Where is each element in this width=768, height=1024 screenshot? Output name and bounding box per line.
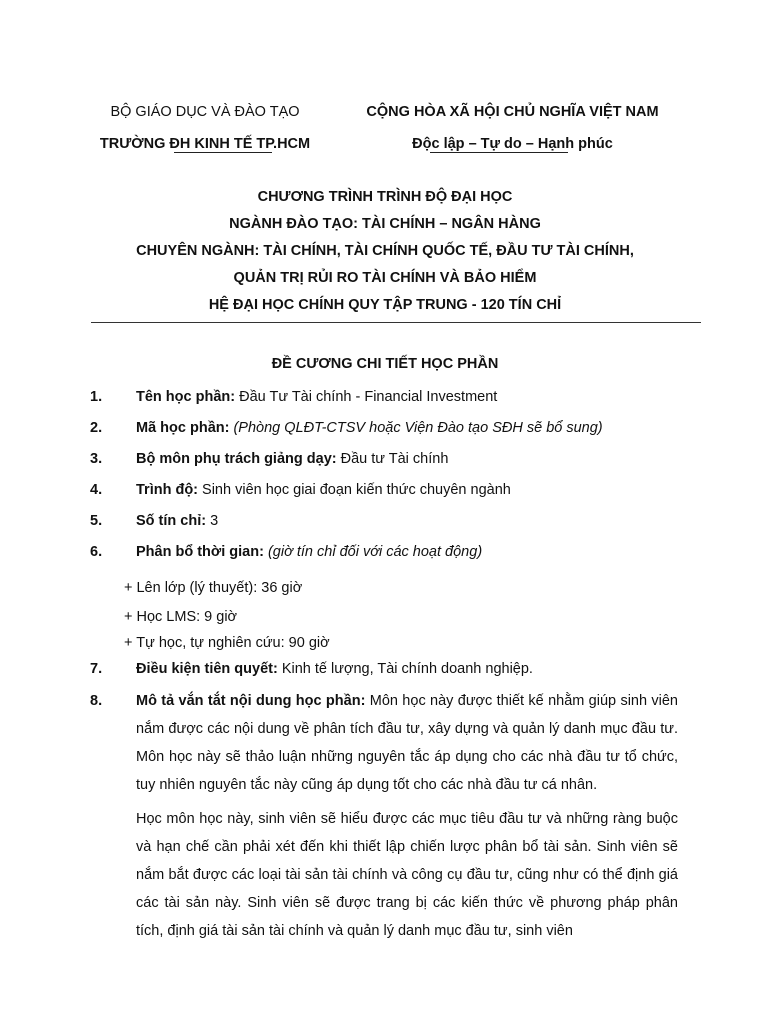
item-number: 3.	[90, 451, 103, 467]
document-heading: ĐỀ CƯƠNG CHI TIẾT HỌC PHẦN	[271, 356, 499, 372]
item-number: 8.	[90, 693, 103, 709]
item-label: Phân bổ thời gian:	[136, 544, 264, 560]
item-number: 5.	[90, 513, 103, 529]
university-name: TRƯỜNG ĐH KINH TẾ TP.HCM	[99, 136, 311, 152]
item-number: 6.	[90, 544, 103, 560]
title-line: CHƯƠNG TRÌNH TRÌNH ĐỘ ĐẠI HỌC	[257, 189, 513, 205]
section-divider	[91, 322, 701, 323]
item-value: (giờ tín chỉ đối với các hoạt động)	[263, 544, 483, 560]
item-label: Tên học phần:	[136, 389, 236, 405]
item-label: Điều kiện tiên quyết:	[136, 661, 278, 677]
item-number: 4.	[90, 482, 103, 498]
item-number: 7.	[90, 661, 103, 677]
republic-name: CỘNG HÒA XÃ HỘI CHỦ NGHĨA VIỆT NAM	[366, 104, 659, 120]
title-line: HỆ ĐẠI HỌC CHÍNH QUY TẬP TRUNG - 120 TÍN CHỈ	[208, 297, 562, 313]
underline-right	[430, 152, 568, 153]
list-item	[0, 413, 768, 444]
item-label: Mã học phần:	[136, 420, 230, 436]
item-label: Mô tả vắn tắt nội dung học phần:	[136, 693, 366, 709]
course-outline-list	[0, 382, 768, 945]
list-item	[0, 654, 768, 685]
item-number: 2.	[90, 420, 103, 436]
header-republic-block	[345, 96, 680, 160]
list-item	[0, 382, 768, 413]
item-number: 1.	[90, 389, 103, 405]
item-value: 3	[206, 513, 219, 529]
title-line: QUẢN TRỊ RỦI RO TÀI CHÍNH VÀ BẢO HIỂM	[233, 270, 537, 286]
item-value: Môn học này được thiết kế nhằm giúp sinh viên nắm được các nội dung về phân tích đầu tư, xây dựng và quản lý danh mục đầu tư. Môn học này sẽ thảo luận những nguyên tắc áp dụng cho các nhà đầu tư tổ chức, tuy nhiên nguyên tắc này cũng áp dụng tốt cho các nhà đầu tư cá nhân.	[136, 693, 678, 793]
list-item	[0, 506, 768, 537]
header-ministry-block	[60, 96, 350, 160]
time-allocation-self-study: + Tự học, tự nghiên cứu: 90 giờ	[124, 635, 330, 651]
title-line: NGÀNH ĐÀO TẠO: TÀI CHÍNH – NGÂN HÀNG	[229, 216, 541, 232]
program-titles	[60, 184, 710, 319]
time-allocation-lms: + Học LMS: 9 giờ	[124, 609, 238, 625]
underline-left	[174, 152, 272, 153]
item-value: Kinh tế lượng, Tài chính doanh nghiệp.	[277, 661, 533, 677]
item-label: Bộ môn phụ trách giảng dạy:	[136, 451, 337, 467]
list-item	[0, 444, 768, 475]
description-paragraph-1	[136, 687, 678, 799]
item-label: Trình độ:	[136, 482, 199, 498]
list-item	[0, 687, 768, 945]
time-allocation-lecture: + Lên lớp (lý thuyết): 36 giờ	[124, 580, 303, 596]
ministry-name: BỘ GIÁO DỤC VÀ ĐÀO TẠO	[110, 104, 300, 120]
item-value: Sinh viên học giai đoạn kiến thức chuyên ngành	[198, 482, 511, 498]
description-paragraph-2: Học môn học này, sinh viên sẽ hiểu được các mục tiêu đầu tư và những ràng buộc và hạn chế cần phải xét đến khi thiết lập chiến lược phân bổ tài sản. Sinh viên sẽ nắm bắt được các loại tài sản tài chính và công cụ đầu tư, cũng như có thể định giá các tài sản này. Sinh viên sẽ được trang bị các kiến thức về phương pháp phân tích, định giá tài sản tài chính và quản lý danh mục đầu tư, sinh viên	[136, 811, 678, 939]
item-label: Số tín chỉ:	[136, 513, 207, 529]
title-line: CHUYÊN NGÀNH: TÀI CHÍNH, TÀI CHÍNH QUỐC TẾ, ĐẦU TƯ TÀI CHÍNH,	[136, 243, 634, 259]
list-item	[0, 475, 768, 506]
item-value: Đầu Tư Tài chính - Financial Investment	[235, 389, 498, 405]
item-value: Đầu tư Tài chính	[336, 451, 449, 467]
item-value: (Phòng QLĐT-CTSV hoặc Viện Đào tạo SĐH sẽ bổ sung)	[229, 420, 603, 436]
list-item	[0, 537, 768, 568]
motto: Độc lập – Tự do – Hạnh phúc	[412, 136, 613, 152]
